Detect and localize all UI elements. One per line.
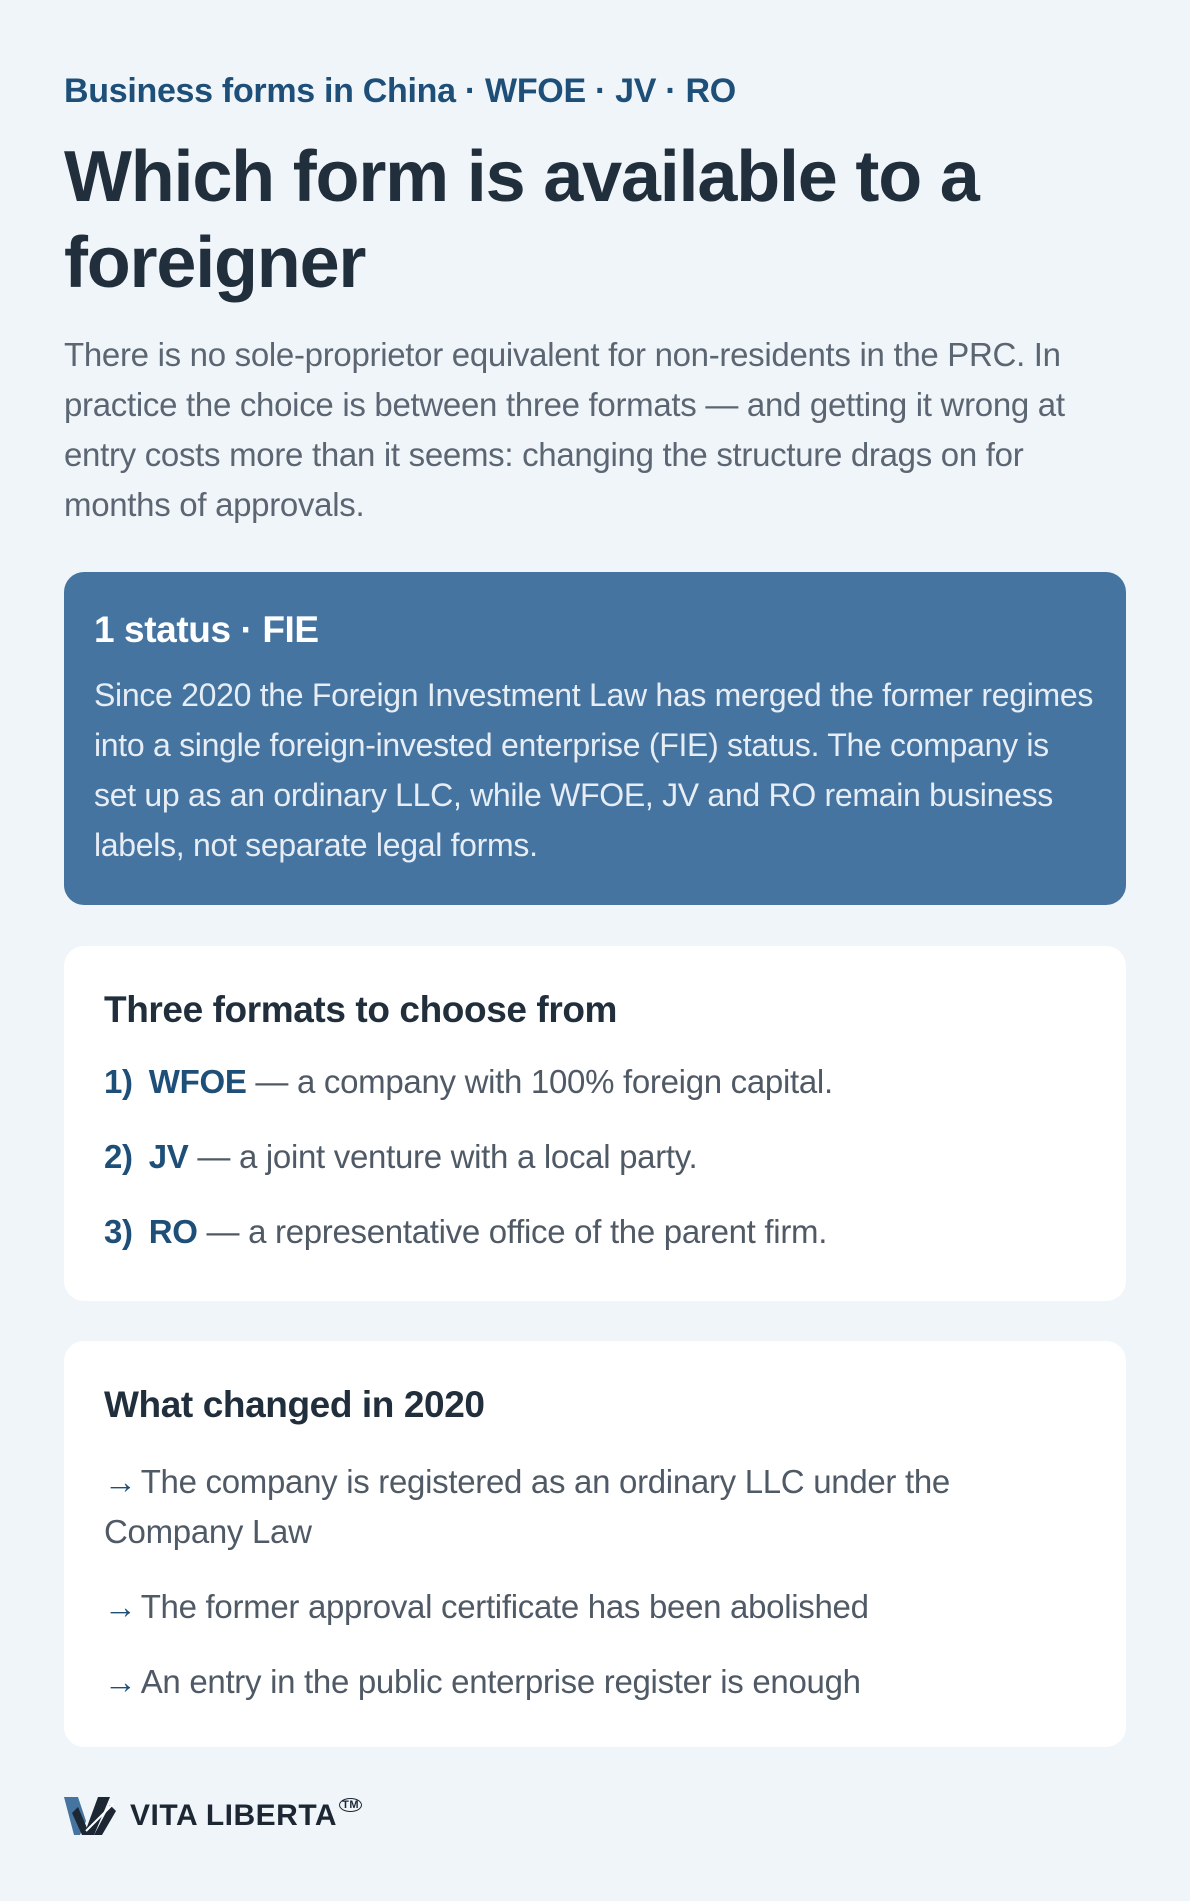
format-item-jv (104, 1135, 1086, 1179)
trademark-badge: TM (339, 1798, 362, 1812)
change-text: The former approval certificate has been abolished (140, 1588, 869, 1625)
brand-name (130, 1799, 362, 1833)
change-item (104, 1582, 1004, 1632)
change-text: An entry in the public enterprise register is enough (140, 1663, 861, 1700)
format-abbr: RO (148, 1213, 198, 1250)
fie-card-title: 1 status · FIE (94, 609, 319, 650)
change-item (104, 1657, 1004, 1707)
arrow-right-icon: → (104, 1588, 137, 1625)
formats-card (64, 946, 1126, 1301)
arrow-right-icon: → (104, 1463, 137, 1500)
changes-list (104, 1457, 1086, 1707)
change-text: The company is registered as an ordinary LLC under the Company Law (104, 1463, 950, 1550)
format-item-wfoe (104, 1060, 1086, 1104)
format-item-ro (104, 1210, 1086, 1254)
eyebrow-tagline: Business forms in China · WFOE · JV · RO (64, 72, 736, 110)
page-title: Which form is available to a foreigner (64, 137, 979, 303)
vita-liberta-logo-mark-icon (64, 1795, 120, 1837)
formats-card-title: Three formats to choose from (104, 989, 618, 1030)
changes-card (64, 1341, 1126, 1747)
format-number: 1) (104, 1063, 133, 1100)
format-number: 2) (104, 1138, 133, 1175)
fie-status-card (64, 572, 1126, 905)
brand-logo (64, 1794, 362, 1838)
changes-card-title: What changed in 2020 (104, 1384, 485, 1425)
fie-card-text: Since 2020 the Foreign Investment Law has merged the former regimes into a single foreign-invested enterprise (FIE) status. The company is set up as an ordinary LLC, while WFOE, JV and RO remain business labels, not separate legal forms. (94, 677, 1094, 863)
format-description: — a company with 100% foreign capital. (246, 1063, 833, 1100)
brand-name-text: VITA LIBERTA (130, 1799, 338, 1832)
arrow-right-icon: → (104, 1663, 137, 1700)
format-abbr: JV (148, 1138, 189, 1175)
format-number: 3) (104, 1213, 133, 1250)
format-abbr: WFOE (148, 1063, 247, 1100)
change-item (104, 1457, 1004, 1557)
formats-list (104, 1060, 1086, 1254)
format-description: — a joint venture with a local party. (188, 1138, 698, 1175)
format-description: — a representative office of the parent firm. (197, 1213, 828, 1250)
lead-paragraph: There is no sole-proprietor equivalent for non-residents in the PRC. In practice the choice is between three formats — and getting it wrong at entry costs more than it seems: changing the structure drags on for months of approvals. (64, 336, 1065, 523)
